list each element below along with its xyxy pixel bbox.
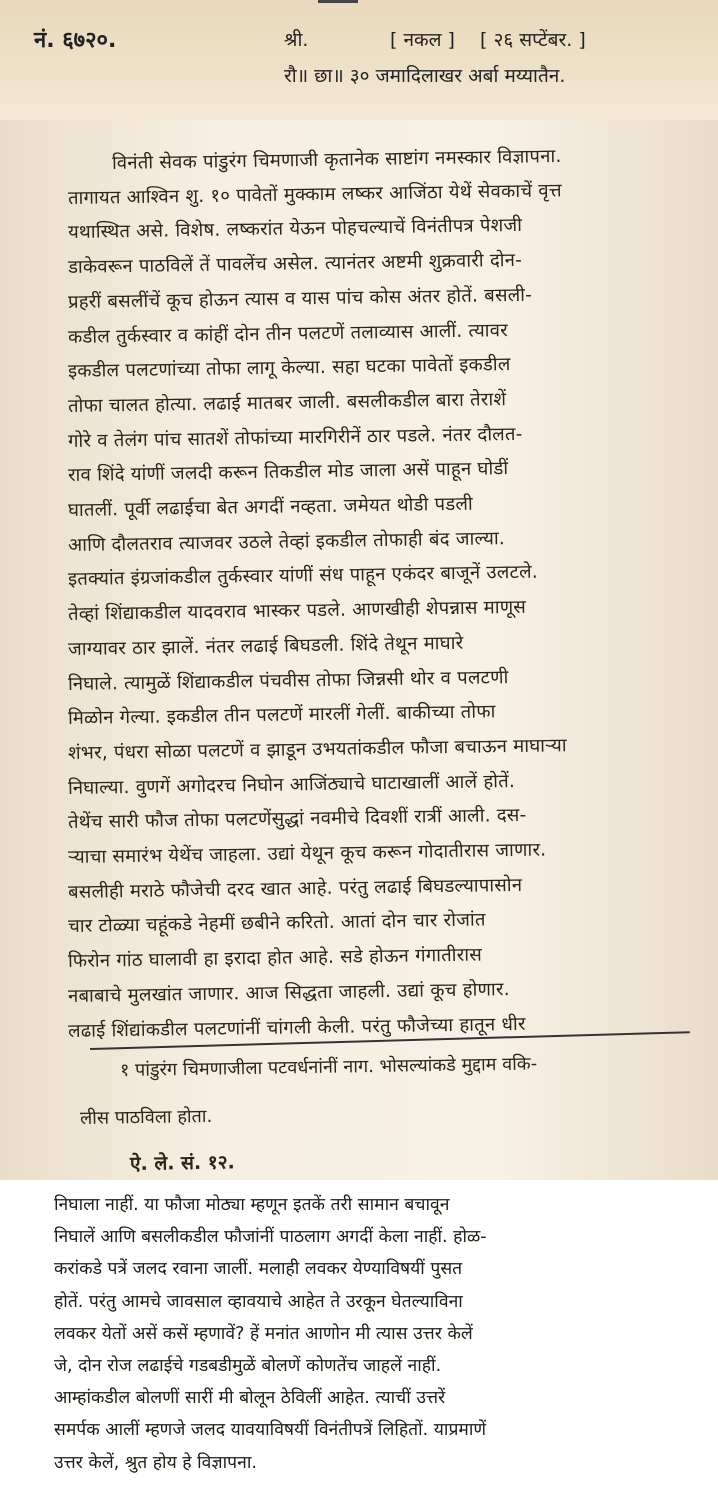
continuation-line: आम्हांकडील बोलणीं सारीं मी बोलून ठेविलीं आहेत. त्याचीं उत्तरें (54, 1388, 446, 1409)
body-line: तागायत आश्विन शु. १० पावेतों मुक्काम लष्कर आजिंठा येथें सेवकाचें वृत्त (67, 179, 562, 209)
body-line: यथास्थित असे. विशेष. लष्करांत येऊन पोहचल्याचें विनंतीपत्र पेशजी (67, 215, 523, 244)
continuation-line: जे, दोन रोज लढाईचे गडबडीमुळें बोलणें कोणतेंच जाहलें नाहीं. (54, 1356, 442, 1376)
continuation-line: निघालें आणि बसलीकडील फौजांनीं पाठलाग अगदीं केला नाहीं. होळ- (54, 1227, 487, 1248)
body-line: शंभर, पंधरा सोळा पलटणें व झाडून उभयतांकडील फौजा बचाऊन माघाऱ्या (67, 735, 567, 764)
shri-invocation: श्री. (284, 29, 309, 51)
copy-tag: [ नकल ] (390, 29, 455, 51)
body-line: निघाले. त्यामुळें शिंद्याकडील पंचवीस तोफा जिन्नसी थोर व पलटणी (67, 666, 509, 695)
body-line: घातलीं. पूर्वी लढाईचा बेत अगदीं नव्हता. जमेयत थोडी पडली (67, 493, 474, 521)
body-line: इकडील पलटणांच्या तोफा लागू केल्या. सहा घटका पावेतों इकडील (67, 354, 511, 383)
body-line: जाग्यावर ठार झालें. नंतर लढाई बिघडली. शिंदे तेथून माघारे (67, 632, 464, 660)
body-line: फिरोन गांठ घालावी हा इरादा होत आहे. सडे होऊन गंगातीरास (67, 944, 483, 973)
body-line: बसलीही मराठे फौजेची दरद खात आहे. परंतु लढाई बिघडल्यापासोन (67, 874, 523, 903)
body-line: तेव्हां शिंद्याकडील यादवराव भास्कर पडले. आणखीही शेपन्नास माणूस (67, 596, 527, 626)
body-line: तेथेंच सारी फौज तोफा पलटणेंसुद्धां नवमीचे दिवशीं रात्रीं आली. दस- (67, 805, 527, 834)
body-line: ऱ्याचा समारंभ येथेंच जाहला. उद्यां येथून कूच करून गोदातीरास जाणार. (67, 839, 547, 868)
body-line: नबाबाचे मुलखांत जाणार. आज सिद्धता जाहली. उद्यां कूच होणार. (67, 978, 510, 1007)
continuation-line: समर्पक आलीं म्हणजे जलद यावयाविषयीं विनंतीपत्रें लिहितों. याप्रमाणें (54, 1420, 487, 1441)
continuation-line: निघाला नाहीं. या फौजा मोठ्या म्हणून इतकें तरी सामान बचावून (54, 1195, 450, 1215)
body-line: कडील तुर्कस्वार व कांहीं दोन तीन पलटणें तलाव्यास आलीं. त्यावर (67, 319, 509, 348)
body-line: विनंती सेवक पांडुरंग चिमणाजी कृतानेक साष्टांग नमस्कार विज्ञापना. (111, 145, 562, 174)
body-line: चार टोळ्या चहूंकडे नेहमीं छबीने करितो. आतां दोन चार रोजांत (67, 909, 486, 938)
header-band (0, 0, 718, 120)
hijri-date: रौ॥ छा॥ ३० जमादिलाखर अर्बा मय्यातैन. (284, 65, 566, 87)
date-tag: [ २६ सप्टेंबर. ] (480, 29, 586, 51)
continuation-line: होतें. परंतु आमचे जावसाल व्हावयाचे आहेत ते उरकून घेतल्याविना (54, 1291, 463, 1312)
body-line: गोरे व तेलंग पांच सातशें तोफांच्या मारगिरीनें ठार पडले. नंतर दौलत- (67, 423, 523, 452)
body-line: डाकेवरून पाठविलें तें पावलेंच असेल. त्यानंतर अष्टमी शुक्रवारी दोन- (67, 249, 523, 279)
document-number: नं. ६७२०. (34, 28, 117, 53)
body-line: इतक्यांत इंग्रजांकडील तुर्कस्वार यांणीं संध पाहून एकंदर बाजूनें उलटले. (67, 562, 539, 591)
continuation-line: लवकर येतों असें कसें म्हणावें? हें मनांत आणोन मी त्यास उत्तर केलें (54, 1323, 473, 1344)
source-reference: ऐ. ले. सं. १२. (129, 1151, 235, 1175)
continuation-line: करांकडे पत्रें जलद रवाना जालीं. मलाही लवकर येण्याविषयीं पुसत (54, 1259, 463, 1280)
body-line: मिळोन गेल्या. इकडील तीन पलटणें मारलीं गेलीं. बाकीच्या तोफा (67, 701, 496, 730)
footnote-line: लीस पाठविला होता. (79, 1105, 213, 1129)
continuation-line: उत्तर केलें, श्रुत होय हे विज्ञापना. (54, 1452, 257, 1473)
body-line: राव शिंदे यांणीं जलदी करून तिकडील मोड जाला असें पाहून घोडीं (67, 458, 509, 487)
body-line: प्रहरीं बसलींचें कूच होऊन त्यास व यास पांच कोस अंतर होतें. बसली- (67, 284, 533, 313)
footnote-line: १ पांडुरंग चिमणाजीला पटवर्धनांनीं नाग. भोसल्यांकडे मुद्दाम वकि- (119, 1053, 538, 1081)
body-line: निघाल्या. वुणगें अगोदरच निघोन आजिंठ्याचे घाटाखालीं आलें होतें. (67, 770, 516, 799)
header-dash (318, 0, 358, 6)
body-line: तोफा चालत होत्या. लढाई मातबर जाली. बसलीकडील बारा तेराशें (67, 389, 507, 417)
body-line: लढाई शिंद्यांकडील पलटणांनीं चांगली केली. परंतु फौजेच्या हातून धीर (67, 1013, 526, 1042)
body-line: आणि दौलतराव त्याजवर उठले तेव्हां इकडील तोफाही बंद जाल्या. (67, 527, 506, 556)
